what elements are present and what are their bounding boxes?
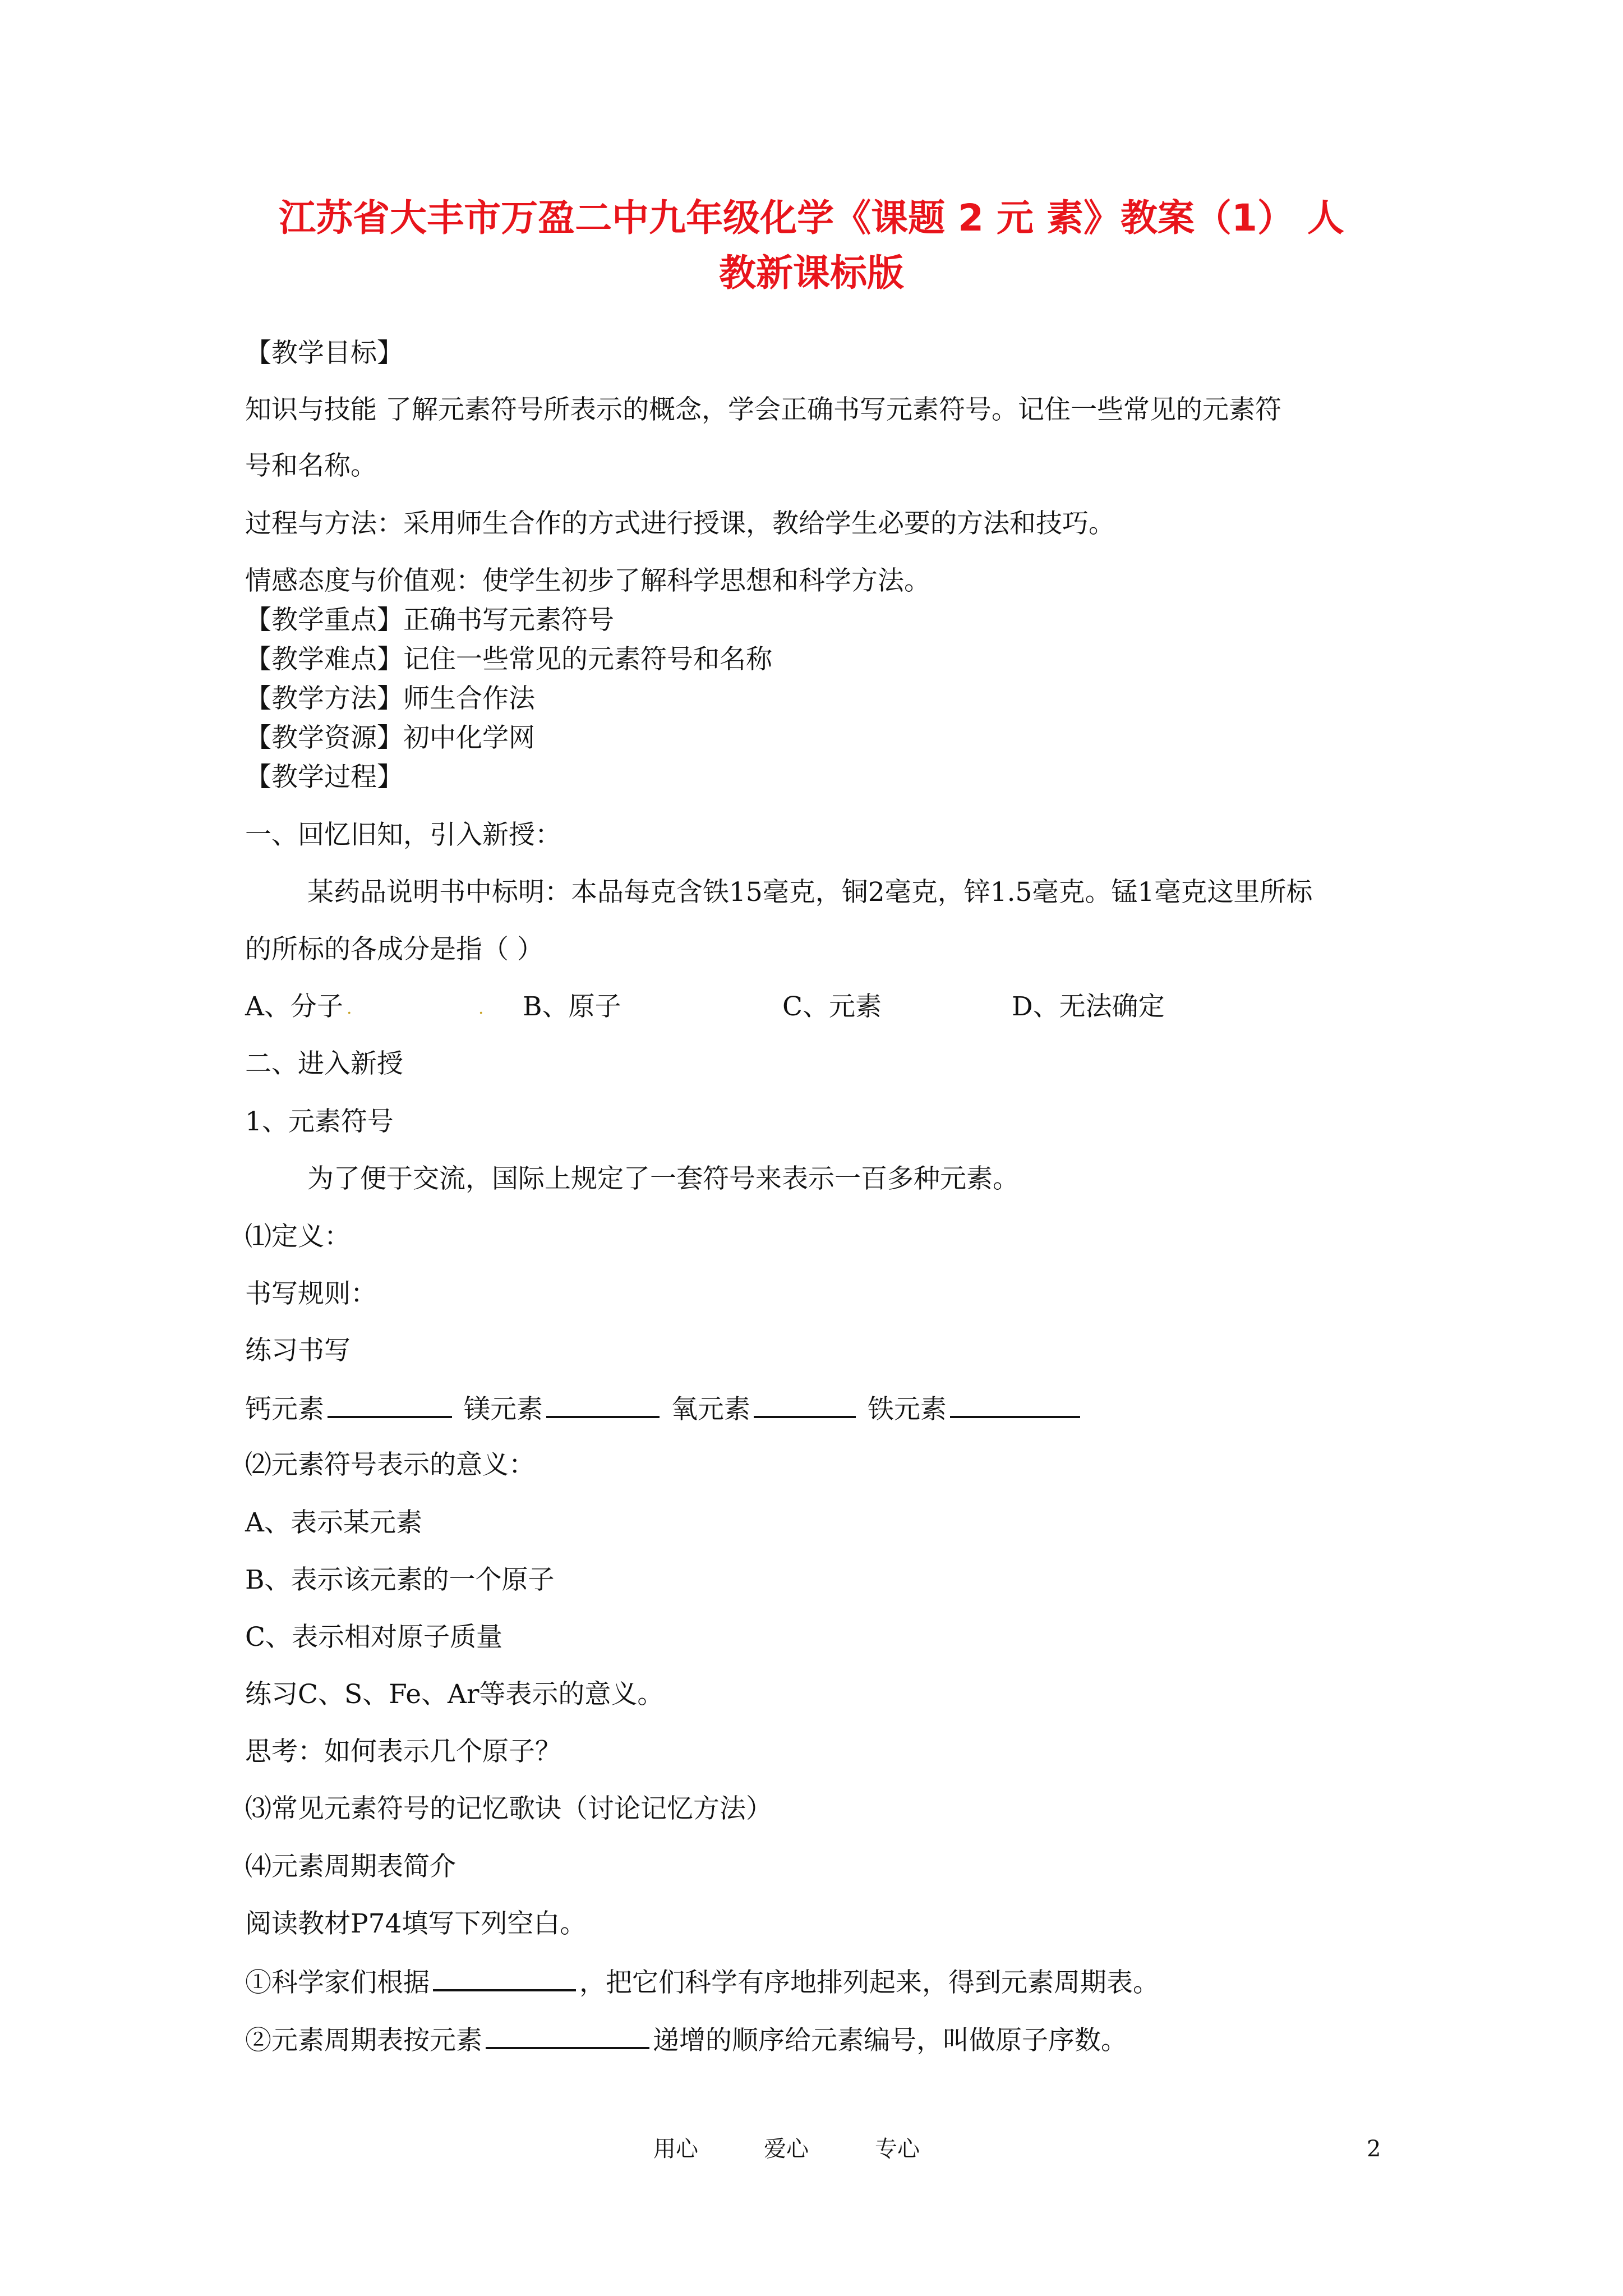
- calcium-blank: [328, 1391, 452, 1418]
- sub-heading-element-symbol: 1、元素符号: [245, 1106, 394, 1137]
- process-line: 过程与方法：采用师生合作的方式进行授课，教给学生必要的方法和技巧。: [245, 508, 1115, 539]
- read-textbook-line: 阅读教材P74填写下列空白。: [245, 1908, 587, 1939]
- fill-2-after: 递增的顺序给元素编号，叫做原子序数。: [653, 2025, 1127, 2056]
- fill-line-1: [245, 1964, 1159, 2000]
- knowledge-line-2: 号和名称。: [245, 450, 377, 481]
- meaning-b: B、表示该元素的一个原子: [245, 1565, 555, 1595]
- meaning-c: C、表示相对原子质量: [245, 1622, 502, 1653]
- intro-line: 为了便于交流，国际上规定了一套符号来表示一百多种元素。: [307, 1163, 1019, 1194]
- practice-blanks-row: [245, 1391, 1083, 1427]
- stray-mark-2: .: [478, 999, 484, 1018]
- objectives-heading: 【教学目标】: [245, 338, 403, 369]
- footer-word-3: 专心: [875, 2136, 920, 2162]
- teaching-method: 【教学方法】师生合作法: [245, 683, 535, 714]
- document-title: [185, 191, 1438, 301]
- oxygen-label: 氧元素: [671, 1394, 750, 1425]
- practice-writing-line: 练习书写: [245, 1335, 351, 1366]
- magnesium-blank: [546, 1391, 660, 1418]
- writing-rules-line: 书写规则：: [245, 1278, 377, 1309]
- section-1-heading: 一、回忆旧知，引入新授：: [245, 820, 561, 850]
- question-line-2: 的所标的各成分是指（ ）: [245, 934, 543, 965]
- emotion-line: 情感态度与价值观：使学生初步了解科学思想和科学方法。: [245, 565, 930, 596]
- meaning-a: A、表示某元素: [245, 1507, 422, 1538]
- option-c: C、元素: [782, 991, 882, 1022]
- knowledge-line-1: 知识与技能 了解元素符号所表示的概念，学会正确书写元素符号。记住一些常见的元素符: [245, 394, 1281, 425]
- stray-mark-1: .: [347, 999, 352, 1018]
- magnesium-label: 镁元素: [463, 1394, 543, 1425]
- fill-1-before: ①科学家们根据: [245, 1967, 430, 1998]
- section-2-heading: 二、进入新授: [245, 1048, 403, 1079]
- teaching-resource: 【教学资源】初中化学网: [245, 723, 535, 753]
- fill-line-2: [245, 2022, 1127, 2058]
- footer-word-1: 用心: [653, 2136, 698, 2162]
- option-a: A、分子: [245, 991, 343, 1022]
- difficulty: 【教学难点】记住一些常见的元素符号和名称: [245, 644, 772, 675]
- calcium-label: 钙元素: [245, 1394, 324, 1425]
- procedure-heading: 【教学过程】: [245, 762, 403, 793]
- think-line: 思考：如何表示几个原子？: [245, 1736, 561, 1767]
- iron-label: 铁元素: [867, 1394, 947, 1425]
- practice-meaning-line: 练习C、S、Fe、Ar等表示的意义。: [245, 1679, 664, 1710]
- iron-blank: [950, 1391, 1080, 1418]
- footer-word-2: 爱心: [764, 2136, 809, 2162]
- fill-1-blank: [433, 1964, 576, 1991]
- option-b: B、原子: [523, 991, 621, 1022]
- title-line-2: 教新课标版: [719, 251, 904, 295]
- question-line-1: 某药品说明书中标明：本品每克含铁15毫克，铜2毫克，锌1.5毫克。锰1毫克这里所标: [307, 877, 1313, 908]
- fill-2-blank: [486, 2022, 649, 2049]
- option-d: D、无法确定: [1012, 991, 1165, 1022]
- meaning-heading: ⑵元素符号表示的意义：: [245, 1450, 535, 1480]
- fill-2-before: ②元素周期表按元素: [245, 2025, 482, 2056]
- periodic-table-intro: ⑷元素周期表简介: [245, 1851, 456, 1882]
- key-point: 【教学重点】正确书写元素符号: [245, 605, 614, 636]
- mnemonic-line: ⑶常见元素符号的记忆歌诀（讨论记忆方法）: [245, 1793, 772, 1824]
- fill-1-after: ，把它们科学有序地排列起来，得到元素周期表。: [579, 1967, 1159, 1998]
- definition-line: ⑴定义：: [245, 1221, 351, 1252]
- page-number: 2: [1367, 2136, 1381, 2162]
- title-line-1: 江苏省大丰市万盈二中九年级化学《课题 2 元 素》教案（1） 人: [279, 196, 1344, 240]
- oxygen-blank: [754, 1391, 856, 1418]
